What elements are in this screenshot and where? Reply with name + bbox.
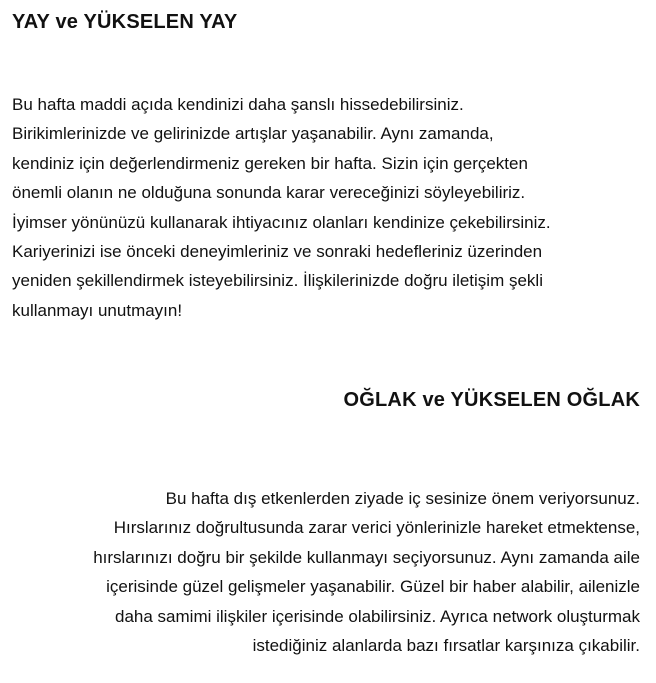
body-line: içerisinde güzel gelişmeler yaşanabilir. Güzel bir haber alabilir, ailenizle [106, 577, 640, 597]
section-body-yay [12, 90, 551, 325]
body-line: Bu hafta maddi açıda kendinizi daha şanslı hissedebilirsiniz. [12, 95, 464, 114]
body-line: İyimser yönünüzü kullanarak ihtiyacınız olanları kendinize çekebilirsiniz. [12, 212, 551, 232]
body-line: Birikimlerinizde ve gelirinizde artışlar yaşanabilir. Aynı zamanda, [12, 124, 494, 144]
body-line: önemli olanın ne olduğuna sonunda karar vereceğinizi söyleyebiliriz. [12, 183, 526, 203]
section-heading-oglak: OĞLAK ve YÜKSELEN OĞLAK [343, 389, 640, 411]
body-line: yeniden şekillendirmek isteyebilirsiniz. İlişkilerinizde doğru iletişim şekli [12, 271, 543, 291]
body-line: Hırslarınız doğrultusunda zarar verici yönlerinizle hareket etmektense, [113, 518, 640, 538]
body-line: kendiniz için değerlendirmeniz gereken bir hafta. Sizin için gerçekten [12, 153, 528, 173]
body-line: Kariyerinizi ise önceki deneyimleriniz ve sonraki hedefleriniz üzerinden [12, 242, 543, 262]
body-line: istediğiniz alanlarda bazı fırsatlar karşınıza çıkabilir. [252, 636, 640, 656]
body-line: Bu hafta dış etkenlerden ziyade iç sesinize önem veriyorsunuz. [165, 489, 640, 508]
body-line: hırslarınızı doğru bir şekilde kullanmayı seçiyorsunuz. Aynı zamanda aile [93, 547, 640, 567]
body-line: kullanmayı unutmayın! [12, 300, 183, 320]
section-heading-yay: YAY ve YÜKSELEN YAY [12, 11, 238, 33]
body-line: daha samimi ilişkiler içerisinde olabilirsiniz. Ayrıca network oluşturmak [115, 606, 640, 626]
section-body-oglak [93, 484, 640, 660]
